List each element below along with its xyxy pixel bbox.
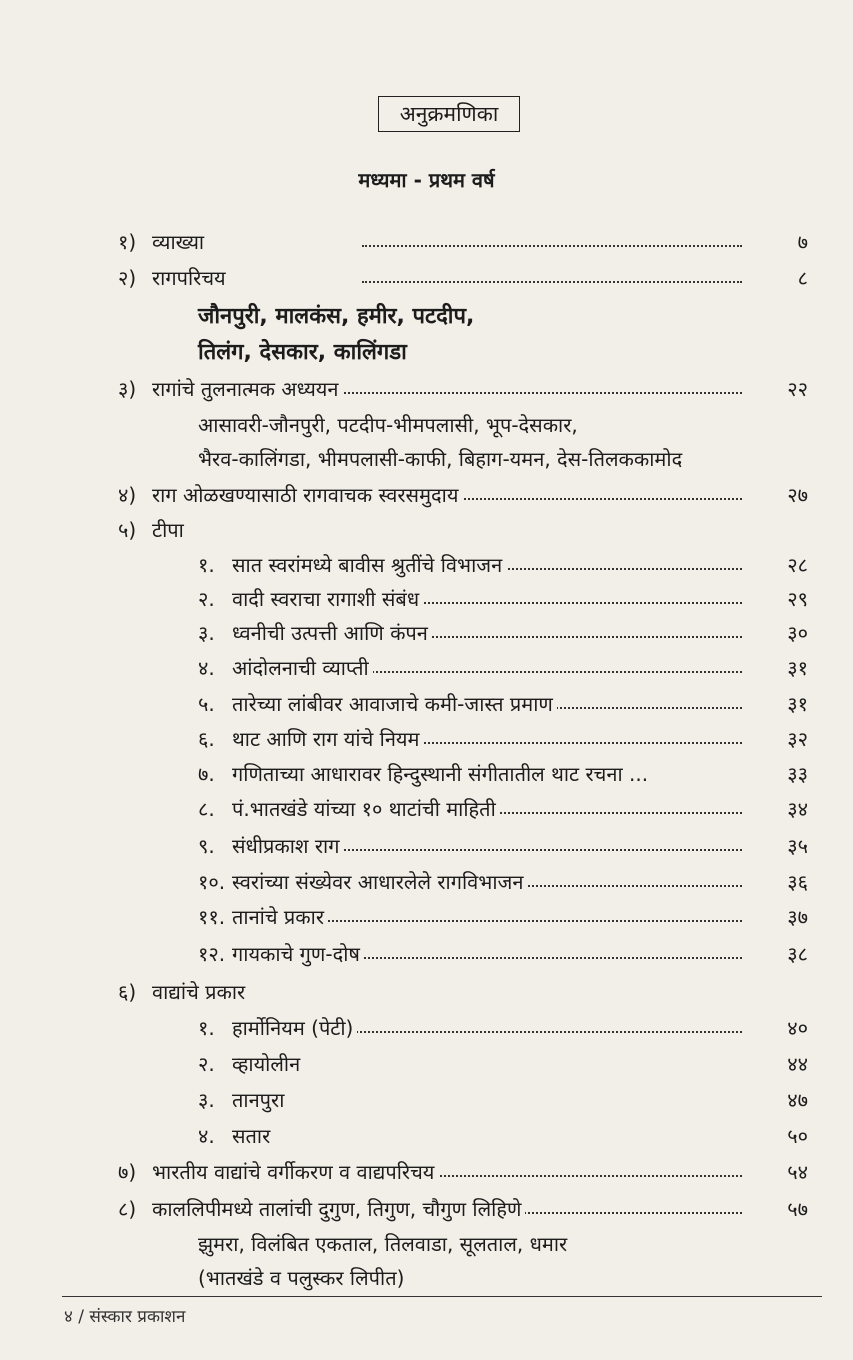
entry-label: तारेच्या लांबीवर आवाजाचे कमी-जास्त प्रमाण xyxy=(232,690,557,717)
entry-page: ३१ xyxy=(787,656,808,680)
entry-page: ३१ xyxy=(787,692,808,716)
entry-number: ११. xyxy=(198,905,226,929)
toc-subentry xyxy=(198,940,808,972)
entry-page: २७ xyxy=(787,483,808,507)
toc-subentry xyxy=(198,1122,808,1154)
dot-leader xyxy=(362,245,742,247)
entry-page: ३७ xyxy=(787,905,808,929)
entry-label: तानपुरा xyxy=(232,1086,288,1113)
entry-label: सात स्वरांमध्ये बावीस श्रुतींचे विभाजन xyxy=(232,551,506,578)
comparison-line: भैरव-कालिंगडा, भीमपलासी-काफी, बिहाग-यमन, देस-तिलककामोद xyxy=(198,447,683,471)
toc-subentry xyxy=(198,1050,808,1082)
toc-subtitle: मध्यमा - प्रथम वर्ष xyxy=(358,168,495,192)
entry-number: ६. xyxy=(198,727,215,751)
entry-page: ३४ xyxy=(787,797,808,821)
toc-subentry xyxy=(198,551,808,583)
entry-number: ५) xyxy=(118,518,137,542)
entry-number: ४) xyxy=(118,483,137,507)
entry-label: वाद्यांचे प्रकार xyxy=(152,978,249,1005)
entry-number: ३) xyxy=(118,377,137,401)
entry-number: ४. xyxy=(198,1124,215,1148)
toc-subentry xyxy=(198,690,808,722)
toc-subentry xyxy=(198,903,808,935)
entry-number: ६) xyxy=(118,980,137,1004)
entry-page: ८ xyxy=(797,266,808,290)
entry-number: ३. xyxy=(198,621,215,645)
entry-page: २८ xyxy=(787,553,808,577)
entry-number: १०. xyxy=(198,870,226,894)
toc-subentry xyxy=(198,654,808,686)
toc-entry xyxy=(118,264,808,296)
entry-number: २. xyxy=(198,1052,215,1076)
entry-page: ३६ xyxy=(787,870,808,894)
toc-entry xyxy=(118,1158,808,1190)
entry-page: २९ xyxy=(787,587,808,611)
entry-label: काललिपीमध्ये तालांची दुगुण, तिगुण, चौगुण लिहिणे xyxy=(152,1195,525,1222)
entry-page: ३० xyxy=(787,621,808,645)
entry-label: गणिताच्या आधारावर हिन्दुस्थानी संगीतातील थाट रचना ... xyxy=(232,760,652,787)
entry-label: ध्वनीची उत्पत्ती आणि कंपन xyxy=(232,619,432,646)
toc-subentry xyxy=(198,1086,808,1118)
tala-list-line: (भातखंडे व पलुस्कर लिपीत) xyxy=(198,1266,405,1290)
entry-label: तानांचे प्रकार xyxy=(232,903,328,930)
entry-page: ५० xyxy=(787,1124,808,1148)
entry-page: ५४ xyxy=(787,1160,808,1184)
toc-entry xyxy=(118,228,808,260)
entry-page: ३५ xyxy=(787,834,808,858)
entry-page: ४७ xyxy=(787,1088,808,1112)
entry-page: ७ xyxy=(797,230,808,254)
toc-subentry xyxy=(198,760,808,792)
toc-subentry xyxy=(198,795,808,827)
entry-label: रागपरिचय xyxy=(152,264,230,291)
entry-label: व्याख्या xyxy=(152,228,208,255)
entry-page: ३८ xyxy=(787,942,808,966)
comparison-line: आसावरी-जौनपुरी, पटदीप-भीमपलासी, भूप-देसकार, xyxy=(198,413,578,437)
entry-number: १) xyxy=(118,230,137,254)
entry-label: संधीप्रकाश राग xyxy=(232,832,344,859)
entry-page: ३२ xyxy=(787,727,808,751)
entry-page: ४४ xyxy=(787,1052,808,1076)
entry-label: हार्मोनियम (पेटी) xyxy=(232,1014,357,1041)
entry-page: ३३ xyxy=(787,762,808,786)
raga-list-line: तिलंग, देसकार, कालिंगडा xyxy=(198,340,407,365)
toc-subentry xyxy=(198,868,808,900)
entry-number: ४. xyxy=(198,656,215,680)
toc-entry xyxy=(118,516,808,548)
toc-entry xyxy=(118,481,808,513)
entry-number: ७. xyxy=(198,762,215,786)
toc-entry xyxy=(118,1195,808,1227)
toc-entry xyxy=(118,978,808,1010)
entry-page: २२ xyxy=(787,377,808,401)
dot-leader xyxy=(362,281,742,283)
footer-rule xyxy=(62,1296,822,1297)
entry-label: थाट आणि राग यांचे नियम xyxy=(232,725,424,752)
entry-label: स्वरांच्या संख्येवर आधारलेले रागविभाजन xyxy=(232,868,527,895)
entry-number: १. xyxy=(198,1016,215,1040)
entry-label: आंदोलनाची व्याप्ती xyxy=(232,654,373,681)
toc-subentry xyxy=(198,832,808,864)
entry-page: ५७ xyxy=(787,1197,808,1221)
entry-label: टीपा xyxy=(152,516,188,543)
entry-number: १२. xyxy=(198,942,226,966)
raga-list-line: जौनपुरी, मालकंस, हमीर, पटदीप, xyxy=(198,304,475,329)
entry-label: वादी स्वराचा रागाशी संबंध xyxy=(232,585,423,612)
toc-title: अनुक्रमणिका xyxy=(378,96,520,132)
entry-number: ७) xyxy=(118,1160,137,1184)
entry-number: २. xyxy=(198,587,215,611)
entry-number: ५. xyxy=(198,692,215,716)
entry-label: राग ओळखण्यासाठी रागवाचक स्वरसमुदाय xyxy=(152,481,462,508)
toc-subentry xyxy=(198,1014,808,1046)
toc-entry xyxy=(118,375,808,407)
entry-number: ८. xyxy=(198,797,215,821)
entry-number: ९. xyxy=(198,834,215,858)
entry-number: २) xyxy=(118,266,137,290)
entry-number: ८) xyxy=(118,1197,137,1221)
entry-label: रागांचे तुलनात्मक अध्ययन xyxy=(152,375,343,402)
tala-list-line: झुमरा, विलंबित एकताल, तिलवाडा, सूलताल, धमार xyxy=(198,1232,568,1256)
entry-label: पं.भातखंडे यांच्या १० थाटांची माहिती xyxy=(232,795,500,822)
toc-subentry xyxy=(198,725,808,757)
entry-label: सतार xyxy=(232,1122,274,1149)
entry-page: ४० xyxy=(787,1016,808,1040)
entry-label: भारतीय वाद्यांचे वर्गीकरण व वाद्यपरिचय xyxy=(152,1158,438,1185)
entry-number: ३. xyxy=(198,1088,215,1112)
toc-subentry xyxy=(198,619,808,651)
page-footer: ४ / संस्कार प्रकाशन xyxy=(64,1307,186,1327)
entry-label: गायकाचे गुण-दोष xyxy=(232,940,364,967)
entry-number: १. xyxy=(198,553,215,577)
entry-label: व्हायोलीन xyxy=(232,1050,304,1077)
toc-subentry xyxy=(198,585,808,617)
